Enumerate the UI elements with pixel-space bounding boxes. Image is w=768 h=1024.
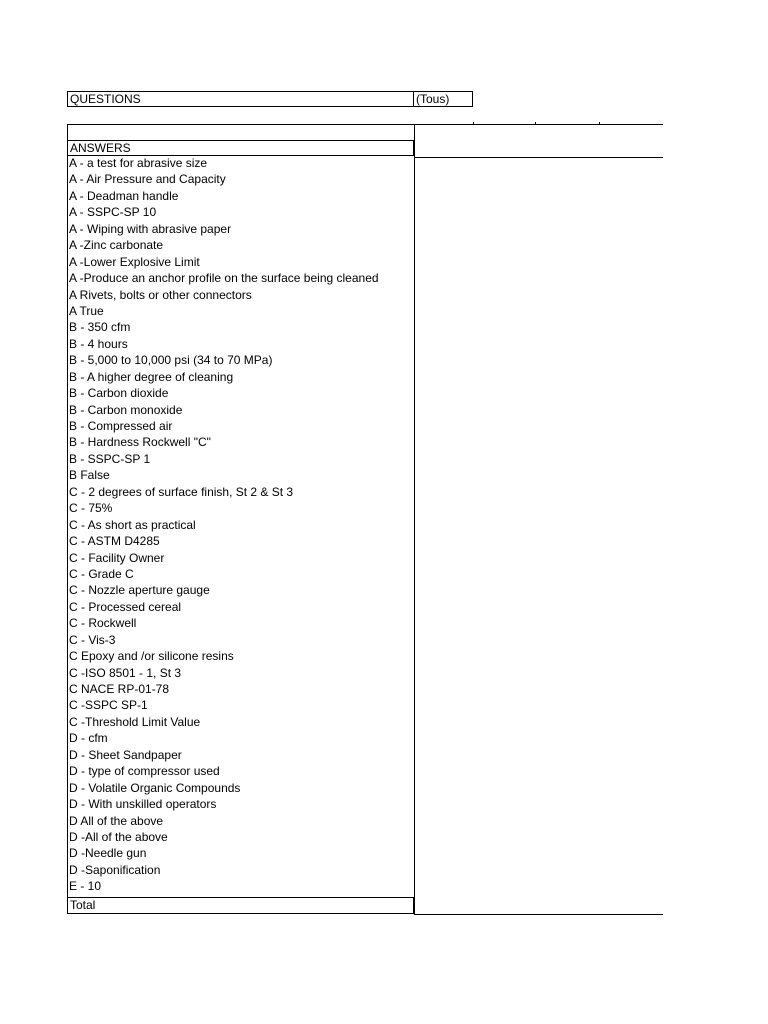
table-row: C -Threshold Limit Value: [69, 714, 201, 729]
table-row: C - Vis-3: [69, 632, 116, 647]
column-tick: [599, 122, 600, 125]
table-row: D All of the above: [69, 813, 164, 828]
table-bottom-border: [414, 914, 663, 915]
table-row: B - A higher degree of cleaning: [69, 369, 234, 384]
table-row: D -Saponification: [69, 862, 161, 877]
table-row: B - Carbon dioxide: [69, 386, 169, 401]
table-top-border: [67, 124, 663, 125]
table-left-border: [67, 124, 68, 914]
table-row: D -Needle gun: [69, 846, 147, 861]
values-header-border: [414, 157, 663, 158]
answers-list: [69, 155, 413, 895]
table-row: C - As short as practical: [69, 517, 196, 532]
table-row: B - 350 cfm: [69, 320, 131, 335]
table-row: D - Sheet Sandpaper: [69, 747, 182, 762]
table-row: B False: [69, 468, 110, 483]
table-row: D - With unskilled operators: [69, 797, 217, 812]
table-row: C - Grade C: [69, 566, 134, 581]
table-row: A - Wiping with abrasive paper: [69, 221, 232, 236]
table-row: E - 10: [69, 879, 102, 894]
table-row: C - Processed cereal: [69, 599, 182, 614]
table-row: A - Air Pressure and Capacity: [69, 172, 226, 187]
table-row: D - cfm: [69, 731, 108, 746]
table-row: D -All of the above: [69, 829, 168, 844]
table-row: A - Deadman handle: [69, 188, 179, 203]
table-row: A -Lower Explosive Limit: [69, 254, 200, 269]
filter-dropdown[interactable]: (Tous): [414, 91, 473, 107]
table-row: C - 75%: [69, 501, 113, 516]
table-row: C - Nozzle aperture gauge: [69, 583, 210, 598]
table-row: C - 2 degrees of surface finish, St 2 & St 3: [69, 484, 294, 499]
table-row: D - Volatile Organic Compounds: [69, 780, 241, 795]
answers-column-header[interactable]: ANSWERS: [67, 140, 414, 156]
table-row: B - Hardness Rockwell "C": [69, 435, 211, 450]
table-row: A -Zinc carbonate: [69, 238, 164, 253]
table-row: B - Carbon monoxide: [69, 402, 183, 417]
table-row: A -Produce an anchor profile on the surface being cleaned: [69, 271, 379, 286]
filter-field-label: QUESTIONS: [67, 91, 414, 107]
table-row: A - SSPC-SP 10: [69, 205, 157, 220]
table-row: B - Compressed air: [69, 419, 173, 433]
total-row-label: Total: [67, 897, 414, 914]
table-row: C NACE RP-01-78: [69, 682, 170, 696]
table-row: B - 4 hours: [69, 336, 128, 351]
table-row: B - SSPC-SP 1: [69, 451, 151, 466]
column-tick: [535, 122, 536, 125]
table-row: C Epoxy and /or silicone resins: [69, 649, 234, 664]
table-row: A - a test for abrasive size: [69, 156, 208, 170]
table-row: B - 5,000 to 10,000 psi (34 to 70 MPa): [69, 353, 273, 368]
table-row: A Rivets, bolts or other connectors: [69, 287, 252, 302]
table-row: C -ISO 8501 - 1, St 3: [69, 665, 182, 680]
table-row: C - Facility Owner: [69, 550, 165, 565]
column-tick: [473, 122, 474, 125]
table-column-divider: [414, 124, 415, 914]
table-row: C - Rockwell: [69, 616, 137, 631]
table-row: D - type of compressor used: [69, 764, 220, 779]
table-row: C - ASTM D4285: [69, 534, 160, 549]
table-row: A True: [69, 303, 104, 318]
table-row: C -SSPC SP-1: [69, 698, 148, 713]
